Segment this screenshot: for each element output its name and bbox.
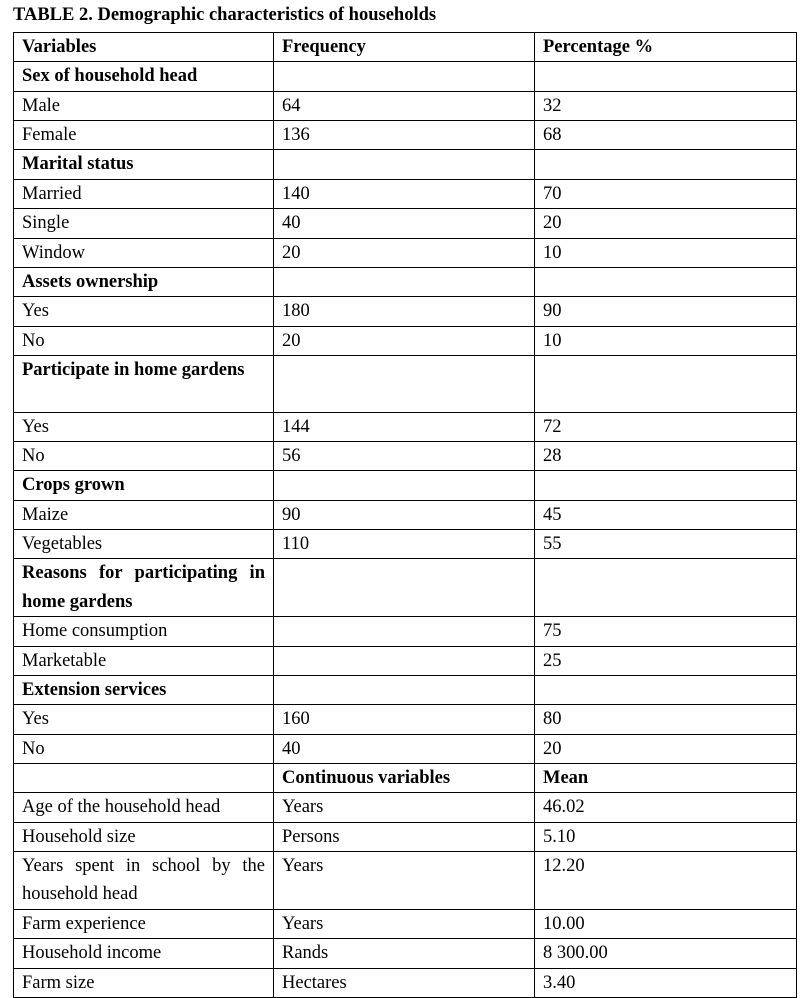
table-row — [14, 822, 797, 851]
percentage-cell: 10 — [535, 238, 797, 267]
table-row — [14, 238, 797, 267]
percentage-cell: 25 — [535, 646, 797, 675]
percentage-cell: 75 — [535, 617, 797, 646]
variable-cell: Participate in home gardens — [14, 355, 274, 412]
table-row — [14, 793, 797, 822]
frequency-cell: Continuous variables — [274, 763, 535, 792]
table-row — [14, 705, 797, 734]
table-row — [14, 412, 797, 441]
header-variables: Variables — [14, 33, 274, 62]
percentage-cell: 3.40 — [535, 968, 797, 997]
percentage-cell: 70 — [535, 179, 797, 208]
table-row — [14, 179, 797, 208]
header-row — [14, 33, 797, 62]
frequency-cell: 90 — [274, 500, 535, 529]
frequency-cell — [274, 150, 535, 179]
variable-cell: Farm size — [14, 968, 274, 997]
table-row — [14, 121, 797, 150]
section-row — [14, 471, 797, 500]
variable-cell: Marketable — [14, 646, 274, 675]
variable-cell: Reasons for participating in home gardens — [14, 559, 274, 617]
percentage-cell: 10 — [535, 326, 797, 355]
frequency-cell: Years — [274, 852, 535, 910]
percentage-cell: 20 — [535, 209, 797, 238]
table-row — [14, 297, 797, 326]
variable-cell: Assets ownership — [14, 267, 274, 296]
variable-cell: Vegetables — [14, 530, 274, 559]
table-row — [14, 939, 797, 968]
variable-cell: Married — [14, 179, 274, 208]
percentage-cell: 68 — [535, 121, 797, 150]
section-row — [14, 355, 797, 412]
variable-cell: Female — [14, 121, 274, 150]
header-percentage: Percentage % — [535, 33, 797, 62]
frequency-cell: 180 — [274, 297, 535, 326]
frequency-cell: 40 — [274, 209, 535, 238]
demographics-table — [13, 32, 797, 998]
percentage-cell: 55 — [535, 530, 797, 559]
percentage-cell: 8 300.00 — [535, 939, 797, 968]
percentage-cell: 10.00 — [535, 909, 797, 938]
percentage-cell: 72 — [535, 412, 797, 441]
table-row — [14, 500, 797, 529]
frequency-cell: 144 — [274, 412, 535, 441]
table-title: TABLE 2. Demographic characteristics of households — [13, 5, 437, 25]
frequency-cell — [274, 646, 535, 675]
table-row — [14, 617, 797, 646]
section-row — [14, 559, 797, 617]
percentage-cell — [535, 471, 797, 500]
section-row — [14, 62, 797, 91]
table-row — [14, 530, 797, 559]
table-row — [14, 326, 797, 355]
frequency-cell: Years — [274, 909, 535, 938]
percentage-cell: 28 — [535, 442, 797, 471]
percentage-cell: 20 — [535, 734, 797, 763]
percentage-cell: 90 — [535, 297, 797, 326]
frequency-cell — [274, 559, 535, 617]
variable-cell: Years spent in school by the household head — [14, 852, 274, 910]
percentage-cell: 45 — [535, 500, 797, 529]
table-row — [14, 442, 797, 471]
variable-cell: No — [14, 326, 274, 355]
variable-cell: Age of the household head — [14, 793, 274, 822]
variable-cell: Yes — [14, 412, 274, 441]
frequency-cell: Years — [274, 793, 535, 822]
variable-cell: Home consumption — [14, 617, 274, 646]
variable-cell — [14, 763, 274, 792]
table-row — [14, 968, 797, 997]
frequency-cell — [274, 675, 535, 704]
table-row — [14, 909, 797, 938]
frequency-cell: 20 — [274, 238, 535, 267]
percentage-cell — [535, 267, 797, 296]
variable-cell: Household size — [14, 822, 274, 851]
frequency-cell — [274, 267, 535, 296]
variable-cell: Crops grown — [14, 471, 274, 500]
frequency-cell — [274, 62, 535, 91]
header-frequency: Frequency — [274, 33, 535, 62]
variable-cell: Sex of household head — [14, 62, 274, 91]
frequency-cell: 110 — [274, 530, 535, 559]
variable-cell: No — [14, 442, 274, 471]
percentage-cell: 32 — [535, 91, 797, 120]
frequency-cell — [274, 355, 535, 412]
variable-cell: Maize — [14, 500, 274, 529]
variable-cell: Single — [14, 209, 274, 238]
variable-cell: Marital status — [14, 150, 274, 179]
percentage-cell: 5.10 — [535, 822, 797, 851]
table-row — [14, 852, 797, 910]
frequency-cell: 64 — [274, 91, 535, 120]
percentage-cell: 46.02 — [535, 793, 797, 822]
percentage-cell — [535, 559, 797, 617]
variable-cell: Yes — [14, 705, 274, 734]
section-row — [14, 675, 797, 704]
variable-cell: Household income — [14, 939, 274, 968]
section-row — [14, 150, 797, 179]
table-row — [14, 91, 797, 120]
frequency-cell: 136 — [274, 121, 535, 150]
frequency-cell: 20 — [274, 326, 535, 355]
variable-cell: No — [14, 734, 274, 763]
variable-cell: Farm experience — [14, 909, 274, 938]
variable-cell: Male — [14, 91, 274, 120]
percentage-cell — [535, 62, 797, 91]
percentage-cell: Mean — [535, 763, 797, 792]
variable-cell: Extension services — [14, 675, 274, 704]
frequency-cell — [274, 471, 535, 500]
table-row — [14, 646, 797, 675]
frequency-cell: 40 — [274, 734, 535, 763]
frequency-cell: 56 — [274, 442, 535, 471]
subheader-row — [14, 763, 797, 792]
percentage-cell: 80 — [535, 705, 797, 734]
section-row — [14, 267, 797, 296]
frequency-cell: Persons — [274, 822, 535, 851]
frequency-cell: Rands — [274, 939, 535, 968]
percentage-cell: 12.20 — [535, 852, 797, 910]
frequency-cell — [274, 617, 535, 646]
variable-cell: Window — [14, 238, 274, 267]
percentage-cell — [535, 150, 797, 179]
percentage-cell — [535, 355, 797, 412]
table-row — [14, 209, 797, 238]
table-row — [14, 734, 797, 763]
frequency-cell: 160 — [274, 705, 535, 734]
percentage-cell — [535, 675, 797, 704]
frequency-cell: 140 — [274, 179, 535, 208]
frequency-cell: Hectares — [274, 968, 535, 997]
variable-cell: Yes — [14, 297, 274, 326]
